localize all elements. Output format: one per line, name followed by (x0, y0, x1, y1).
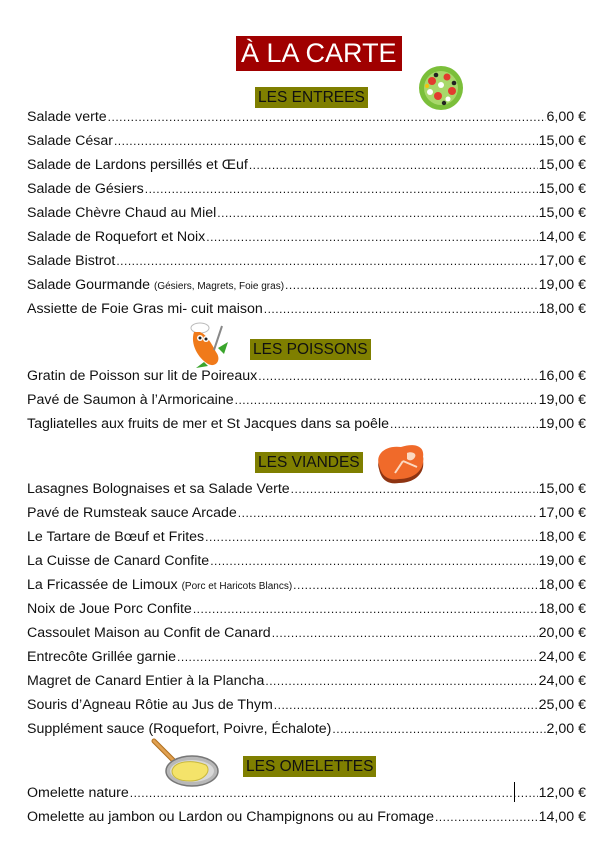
menu-item (27, 413, 586, 435)
item-price: 19,00 € (538, 392, 586, 408)
item-name: Salade de Gésiers (27, 181, 144, 197)
dot-leader (177, 646, 538, 668)
menu-item (27, 502, 586, 524)
menu-item (27, 250, 586, 272)
item-price: 19,00 € (538, 553, 586, 569)
dot-leader (205, 526, 538, 548)
dot-leader (130, 782, 538, 804)
menu-item (27, 365, 586, 387)
dot-leader (217, 202, 537, 224)
dot-leader (235, 389, 538, 411)
dot-leader (285, 274, 538, 296)
item-price: 17,00 € (538, 505, 586, 521)
page-title: À LA CARTE (236, 36, 402, 71)
item-name: Cassoulet Maison au Confit de Canard (27, 625, 271, 641)
menu-item (27, 646, 586, 668)
item-price: 15,00 € (538, 157, 586, 173)
item-price: 15,00 € (538, 133, 586, 149)
menu-item (27, 598, 586, 620)
item-price: 24,00 € (538, 673, 586, 689)
item-price: 18,00 € (538, 601, 586, 617)
section-header-poissons: LES POISSONS (250, 339, 371, 360)
menu-item (27, 389, 586, 411)
item-name: Pavé de Rumsteak sauce Arcade (27, 505, 237, 521)
item-name: Souris d’Agneau Rôtie au Jus de Thym (27, 697, 273, 713)
section-header-viandes: LES VIANDES (255, 452, 363, 473)
menu-item (27, 130, 586, 152)
menu-item (27, 226, 586, 248)
section-header-omelettes: LES OMELETTES (243, 756, 376, 777)
item-name: Omelette nature (27, 785, 129, 801)
item-name: Lasagnes Bolognaises et sa Salade Verte (27, 481, 290, 497)
dot-leader (272, 622, 538, 644)
menu-item (27, 154, 586, 176)
section-header-entrees: LES ENTREES (255, 87, 368, 108)
dot-leader (108, 106, 546, 128)
dot-leader (238, 502, 538, 524)
dot-leader (210, 550, 537, 572)
menu-item (27, 298, 586, 320)
item-price: 12,00 € (538, 785, 586, 801)
item-name: Salade Chèvre Chaud au Miel (27, 205, 217, 221)
menu-item (27, 622, 586, 644)
dot-leader (258, 365, 537, 387)
item-name: Salade verte (27, 109, 107, 125)
item-name: La Cuisse de Canard Confite (27, 553, 210, 569)
dot-leader (206, 226, 537, 248)
menu-item (27, 550, 586, 572)
item-price: 14,00 € (538, 229, 586, 245)
dot-leader (390, 413, 538, 435)
menu-item (27, 806, 586, 828)
dot-leader (265, 670, 537, 692)
dot-leader (193, 598, 538, 620)
menu-item (27, 106, 586, 128)
item-name: Magret de Canard Entier à la Plancha (27, 673, 265, 689)
dot-leader (114, 130, 538, 152)
menu-item (27, 574, 586, 596)
item-name: Salade César (27, 133, 113, 149)
dot-leader (145, 178, 538, 200)
item-name: La Fricassée de Limoux (Porc et Haricots Blancs) (27, 577, 293, 593)
item-name: Entrecôte Grillée garnie (27, 649, 177, 665)
item-name: Noix de Joue Porc Confite (27, 601, 192, 617)
item-price: 17,00 € (538, 253, 586, 269)
menu-item (27, 670, 586, 692)
item-note: (Porc et Haricots Blancs) (181, 581, 293, 592)
item-price: 19,00 € (538, 416, 586, 432)
item-price: 16,00 € (538, 368, 586, 384)
item-price: 24,00 € (538, 649, 586, 665)
item-price: 6,00 € (546, 109, 586, 125)
dot-leader (293, 574, 538, 596)
menu-item (27, 178, 586, 200)
item-name: Assiette de Foie Gras mi- cuit maison (27, 301, 263, 317)
dot-leader (435, 806, 538, 828)
item-price: 25,00 € (538, 697, 586, 713)
item-name: Supplément sauce (Roquefort, Poivre, Échalote) (27, 721, 332, 737)
item-price: 18,00 € (538, 301, 586, 317)
item-name: Le Tartare de Bœuf et Frites (27, 529, 205, 545)
item-price: 15,00 € (538, 481, 586, 497)
menu-item (27, 694, 586, 716)
item-price: 19,00 € (538, 277, 586, 293)
dot-leader (291, 478, 538, 500)
dot-leader (274, 694, 538, 716)
menu-item (27, 718, 586, 740)
item-price: 2,00 € (546, 721, 586, 737)
item-price: 14,00 € (538, 809, 586, 825)
item-price: 20,00 € (538, 625, 586, 641)
item-name: Pavé de Saumon à l’Armoricaine (27, 392, 234, 408)
menu-item (27, 274, 586, 296)
menu-item (27, 478, 586, 500)
item-price: 15,00 € (538, 181, 586, 197)
dot-leader (332, 718, 545, 740)
item-name: Salade Gourmande (Gésiers, Magrets, Foie gras) (27, 277, 285, 293)
menu-item (27, 526, 586, 548)
item-price: 18,00 € (538, 529, 586, 545)
text-cursor (514, 782, 515, 802)
dot-leader (116, 250, 537, 272)
dot-leader (264, 298, 538, 320)
item-note: (Gésiers, Magrets, Foie gras) (153, 281, 285, 292)
item-name: Omelette au jambon ou Lardon ou Champignons ou au Fromage (27, 809, 434, 825)
item-name: Gratin de Poisson sur lit de Poireaux (27, 368, 258, 384)
dot-leader (249, 154, 538, 176)
menu-item (27, 782, 586, 804)
item-name: Salade de Roquefort et Noix (27, 229, 206, 245)
item-name: Tagliatelles aux fruits de mer et St Jacques dans sa poêle (27, 416, 389, 432)
item-price: 15,00 € (538, 205, 586, 221)
item-price: 18,00 € (538, 577, 586, 593)
item-name: Salade de Lardons persillés et Œuf (27, 157, 248, 173)
item-name: Salade Bistrot (27, 253, 116, 269)
menu-item (27, 202, 586, 224)
